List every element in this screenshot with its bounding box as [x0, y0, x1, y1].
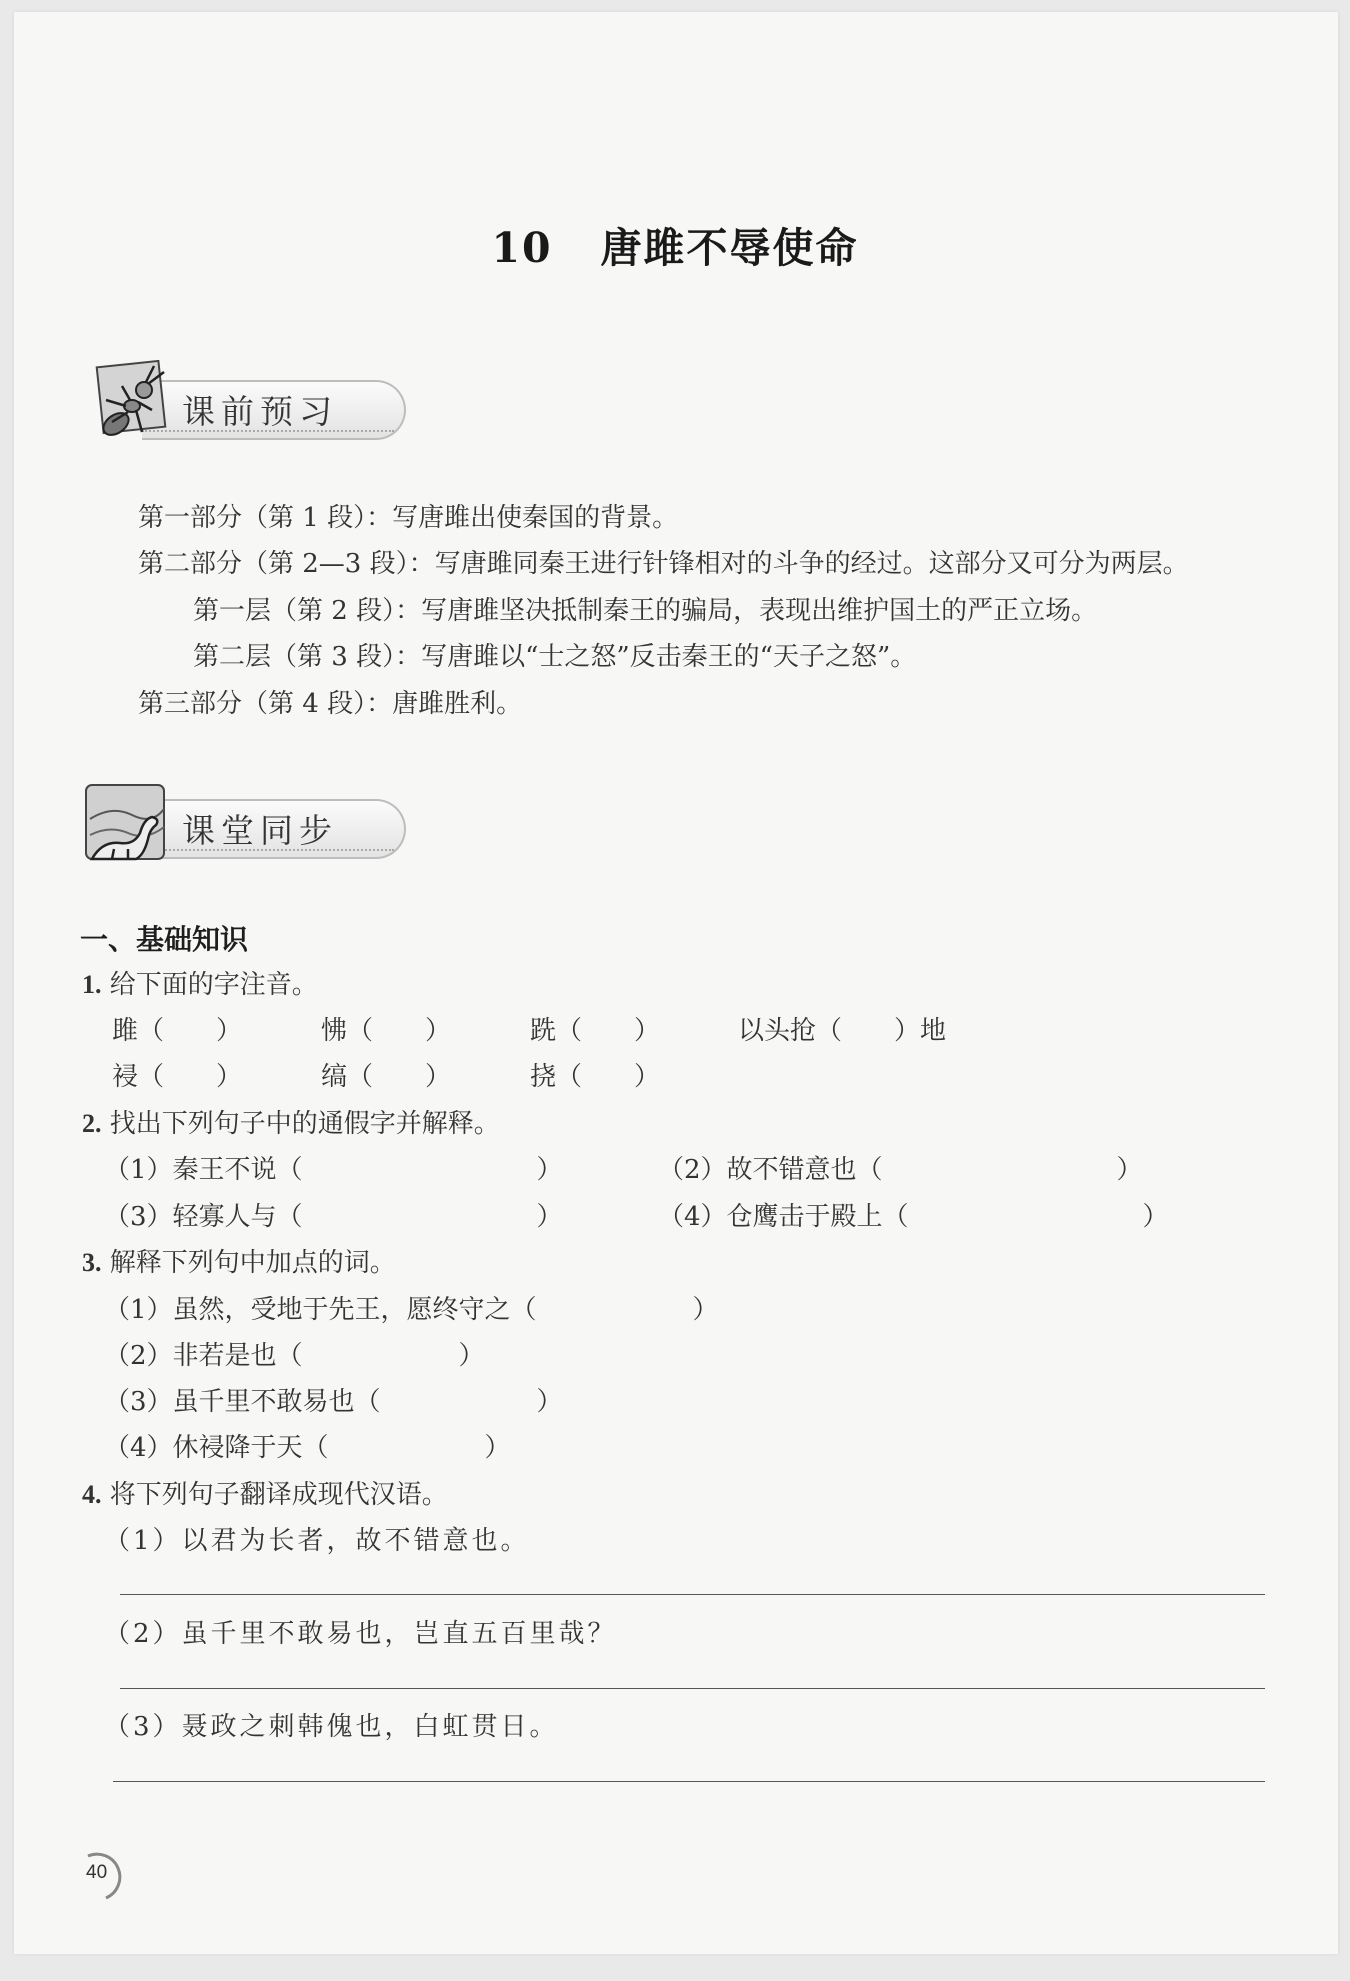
q2-item-4[interactable]: （4）仓鹰击于殿上（ ） [658, 1202, 1169, 1232]
lesson-title [0, 215, 1350, 274]
preview-line-5: 第三部分（第 4 段）：唐雎胜利。 [138, 689, 523, 719]
answer-line-3[interactable] [113, 1781, 1265, 1782]
classroom-banner-label: 课堂同步 [182, 811, 338, 850]
q1-blank-2[interactable]: 怫（ ） [321, 1016, 452, 1046]
answer-line-2[interactable] [120, 1688, 1265, 1689]
preview-line-2: 第二部分（第 2—3 段）：写唐雎同秦王进行针锋相对的斗争的经过。这部分又可分为两层。 [138, 549, 1189, 579]
preview-banner [82, 378, 422, 438]
q4-item-3: （3）聂政之刺韩傀也，白虹贯日。 [104, 1712, 559, 1742]
q2-item-2[interactable]: （2）故不错意也（ ） [658, 1155, 1143, 1185]
page-number-badge [80, 1848, 128, 1896]
question-1-number: 1. [82, 970, 102, 999]
ant-illustration-icon [82, 360, 172, 450]
q3-item-1[interactable]: （1）虽然，受地于先王，愿终守之（ ） [104, 1295, 719, 1325]
page-number: 40 [86, 1862, 108, 1883]
q1-blank-7[interactable]: 挠（ ） [530, 1062, 661, 1092]
classroom-banner [82, 797, 422, 857]
q1-blank-6[interactable]: 缟（ ） [321, 1062, 452, 1092]
q1-blank-1[interactable]: 雎（ ） [112, 1016, 243, 1046]
question-3 [82, 1242, 396, 1279]
question-3-number: 3. [82, 1248, 102, 1277]
preview-line-3: 第一层（第 2 段）：写唐雎坚决抵制秦王的骗局，表现出维护国土的严正立场。 [193, 596, 1098, 626]
question-1 [82, 964, 318, 1001]
answer-line-1[interactable] [120, 1594, 1265, 1595]
q4-item-2: （2）虽千里不敢易也，岂直五百里哉？ [104, 1619, 617, 1649]
question-2 [82, 1103, 500, 1140]
question-1-text: 给下面的字注音。 [109, 970, 318, 1000]
question-4-text: 将下列句子翻译成现代汉语。 [109, 1480, 448, 1510]
q1-blank-5[interactable]: 祲（ ） [112, 1062, 243, 1092]
preview-line-4: 第二层（第 3 段）：写唐雎以“士之怒”反击秦王的“天子之怒”。 [193, 642, 917, 672]
question-3-text: 解释下列句中加点的词。 [109, 1248, 396, 1278]
preview-line-1: 第一部分（第 1 段）：写唐雎出使秦国的背景。 [138, 503, 679, 533]
q3-item-4[interactable]: （4）休祲降于天（ ） [104, 1433, 511, 1463]
preview-banner-label: 课前预习 [182, 392, 338, 431]
q4-item-1: （1）以君为长者，故不错意也。 [104, 1526, 530, 1556]
question-2-number: 2. [82, 1109, 102, 1138]
dinosaur-illustration-icon [82, 779, 172, 869]
q3-item-3[interactable]: （3）虽千里不敢易也（ ） [104, 1387, 563, 1417]
q1-blank-3[interactable]: 跣（ ） [530, 1016, 661, 1046]
lesson-name: 唐雎不辱使命 [600, 224, 859, 272]
q2-item-1[interactable]: （1）秦王不说（ ） [104, 1155, 563, 1185]
question-4-number: 4. [82, 1480, 102, 1509]
question-2-text: 找出下列句子中的通假字并解释。 [109, 1109, 500, 1139]
question-4 [82, 1474, 448, 1511]
lesson-number: 10 [491, 224, 553, 272]
section-heading: 一、基础知识 [80, 923, 249, 956]
q2-item-3[interactable]: （3）轻寡人与（ ） [104, 1202, 563, 1232]
q1-blank-4[interactable]: 以头抢（ ）地 [738, 1016, 947, 1046]
q3-item-2[interactable]: （2）非若是也（ ） [104, 1341, 485, 1371]
